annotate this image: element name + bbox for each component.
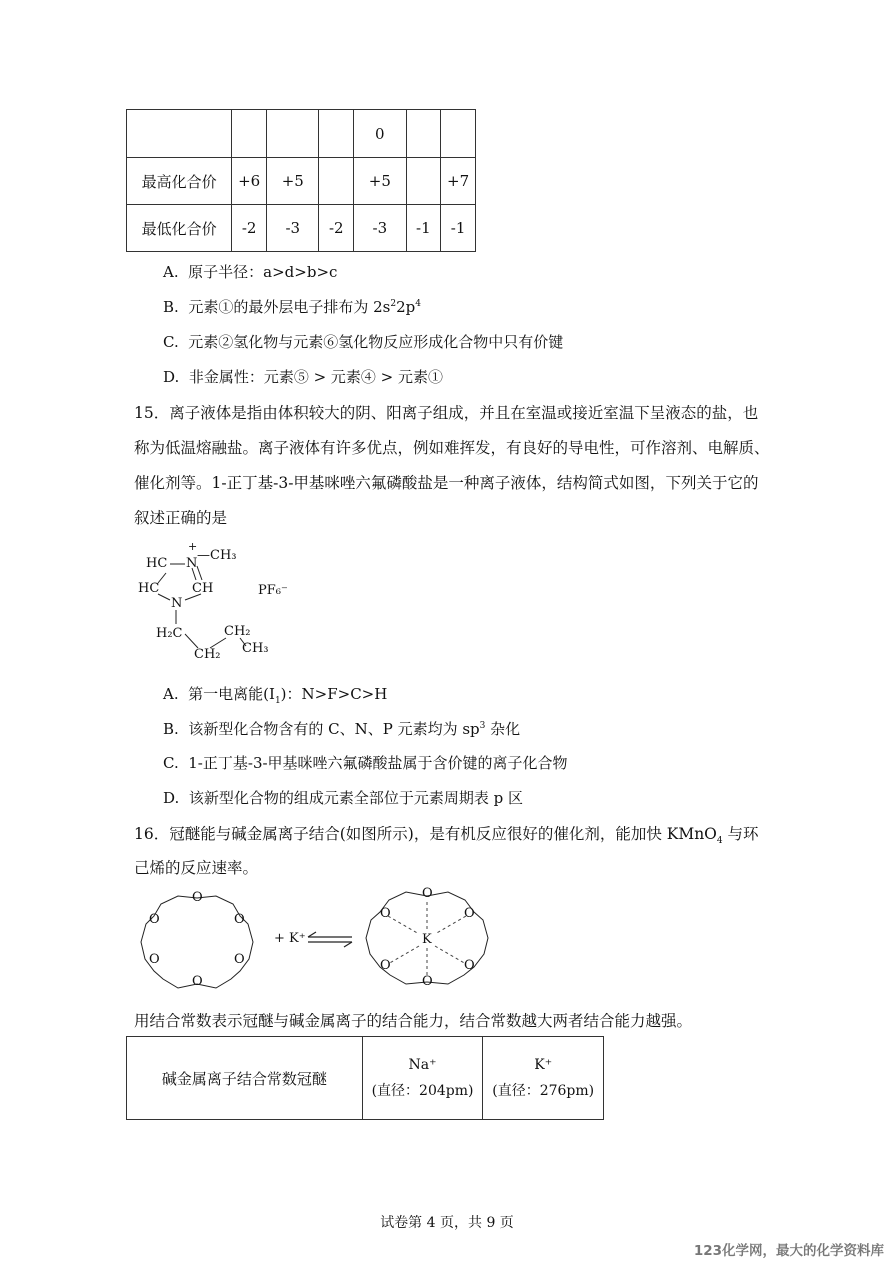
atom-n-bottom: N <box>171 596 183 611</box>
oxygen-atom: O <box>464 906 475 921</box>
oxygen-atom: O <box>464 958 475 973</box>
q14-option-a[interactable]: A. 原子半径：a>d>b>c <box>163 263 338 281</box>
plus-k-ion: + K⁺ <box>274 931 306 946</box>
atom-n-top: N <box>186 556 198 571</box>
element-table <box>126 109 476 252</box>
crown-ether-scheme <box>130 884 510 994</box>
anion-pf6: PF₆⁻ <box>258 583 288 598</box>
table-header-cell: 碱金属离子结合常数冠醚 <box>127 1037 363 1120</box>
group-ch2-b: CH₂ <box>194 647 221 662</box>
oxygen-atom: O <box>380 958 391 973</box>
table-cell: -3 <box>267 205 319 252</box>
q15-option-c[interactable]: C. 1-正丁基-3-甲基咪唑六氟磷酸盐属于含价键的离子化合物 <box>163 754 568 772</box>
binding-constant-table <box>126 1036 604 1120</box>
table-row-label: 最高化合价 <box>127 158 232 205</box>
methyl-group: —CH₃ <box>197 548 237 563</box>
table-cell <box>406 158 441 205</box>
table-cell <box>319 110 354 158</box>
watermark: 123化学网，最大的化学资料库 <box>693 1243 884 1259</box>
atom-ch: CH <box>192 581 214 596</box>
oxygen-atom: O <box>234 912 245 927</box>
table-cell: +6 <box>232 158 267 205</box>
table-row-label: 最低化合价 <box>127 205 232 252</box>
page-number: 试卷第 4 页，共 9 页 <box>380 1215 514 1231</box>
q14-option-c[interactable]: C. 元素②氢化物与元素⑥氢化物反应形成化合物中只有价键 <box>163 333 564 351</box>
crown-ether-bonds <box>130 884 510 994</box>
q15-stem-line3: 催化剂等。1-正丁基-3-甲基咪唑六氟磷酸盐是一种离子液体，结构简式如图，下列关于它的 <box>134 474 759 492</box>
q15-stem-line4: 叙述正确的是 <box>134 509 228 527</box>
q15-stem-line1: 15．离子液体是指由体积较大的阴、阳离子组成，并且在室温或接近室温下呈液态的盐，也 <box>134 404 759 422</box>
atom-hc-top: HC <box>146 556 168 571</box>
table-cell: +7 <box>441 158 476 205</box>
oxygen-atom: O <box>422 886 433 901</box>
table-cell: 0 <box>354 110 406 158</box>
oxygen-atom: O <box>192 890 203 905</box>
oxygen-atom: O <box>422 974 433 989</box>
table-cell <box>319 158 354 205</box>
table-cell <box>406 110 441 158</box>
q14-option-b[interactable]: B. 元素①的最外层电子排布为 $2s^22p^4$ <box>163 298 421 316</box>
charge-plus: + <box>188 540 198 553</box>
atom-hc-bottom: HC <box>138 581 160 596</box>
imidazolium-structure <box>130 538 330 668</box>
table-cell: -2 <box>319 205 354 252</box>
oxygen-atom: O <box>234 952 245 967</box>
potassium-atom: K <box>422 932 432 947</box>
q15-option-d[interactable]: D. 该新型化合物的组成元素全部位于元素周期表 p 区 <box>163 789 523 807</box>
table-cell: -1 <box>406 205 441 252</box>
oxygen-atom: O <box>380 906 391 921</box>
table-cell: -1 <box>441 205 476 252</box>
oxygen-atom: O <box>149 912 160 927</box>
table-cell <box>267 110 319 158</box>
table-cell: +5 <box>354 158 406 205</box>
q15-stem-line2: 称为低温熔融盐。离子液体有许多优点，例如难挥发，有良好的导电性，可作溶剂、电解质、 <box>134 439 770 457</box>
table-header-k: K⁺ (直径：276pm) <box>483 1037 604 1120</box>
q15-option-b[interactable]: B. 该新型化合物含有的 C、N、P 元素均为 $sp^3$ 杂化 <box>163 720 521 738</box>
table-header-na: Na⁺ (直径：204pm) <box>362 1037 483 1120</box>
q16-stem-line2: 己烯的反应速率。 <box>134 859 259 877</box>
oxygen-atom: O <box>192 974 203 989</box>
group-h2c: H₂C <box>156 626 183 641</box>
q15-option-a[interactable]: A. 第一电离能$(I_1)$：N>F>C>H <box>163 685 388 706</box>
group-ch3-end: CH₃ <box>242 641 269 656</box>
oxygen-atom: O <box>149 952 160 967</box>
table-cell: +5 <box>267 158 319 205</box>
table-cell <box>127 110 232 158</box>
q16-stem-line3: 用结合常数表示冠醚与碱金属离子的结合能力，结合常数越大两者结合能力越强。 <box>134 1012 693 1030</box>
q14-option-d[interactable]: D. 非金属性：元素⑤ > 元素④ > 元素① <box>163 368 444 386</box>
group-ch2-a: CH₂ <box>224 624 251 639</box>
table-cell: -2 <box>232 205 267 252</box>
q16-stem-line1: 16．冠醚能与碱金属离子结合(如图所示)，是有机反应很好的催化剂，能加快 KMnO$_4$ 与环 <box>134 825 759 847</box>
table-cell <box>232 110 267 158</box>
table-cell <box>441 110 476 158</box>
table-cell: -3 <box>354 205 406 252</box>
